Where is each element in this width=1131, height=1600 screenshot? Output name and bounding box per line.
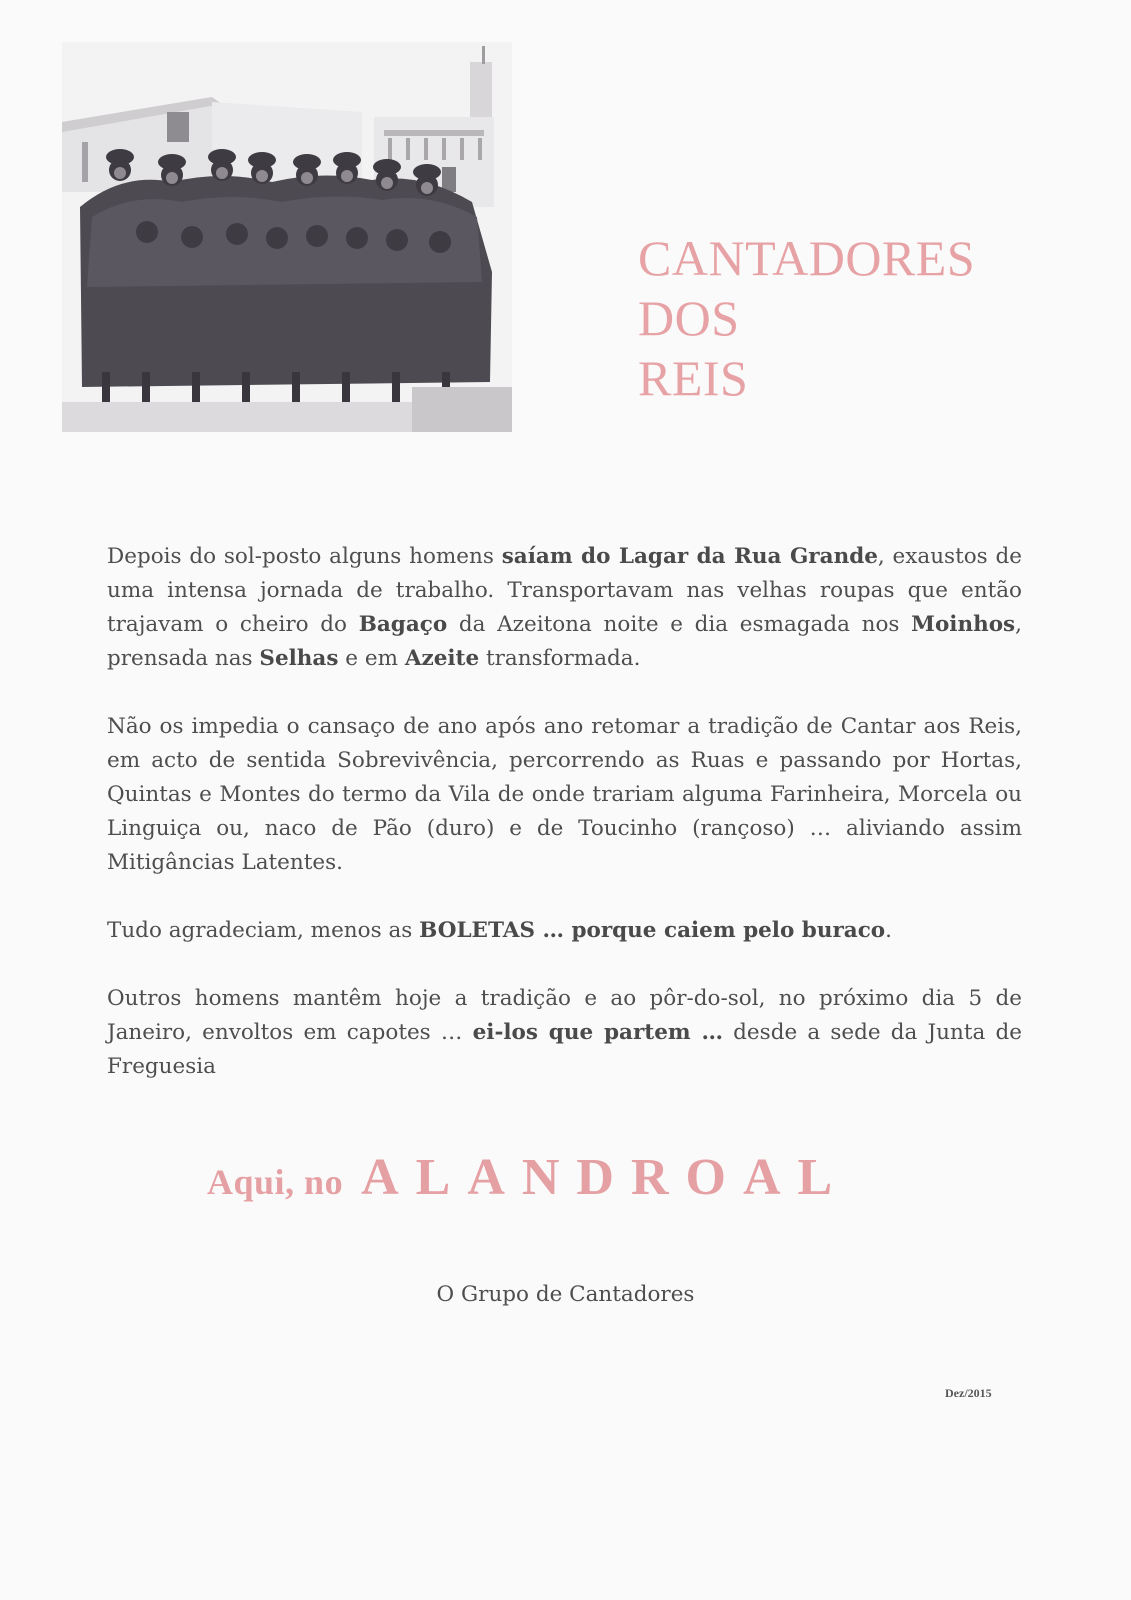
title-line-2: DOS bbox=[638, 290, 740, 346]
paragraph bbox=[107, 914, 1022, 948]
bold-phrase: saíam do Lagar da Rua Grande bbox=[501, 544, 878, 569]
text-run: , prensada nas bbox=[107, 612, 1022, 671]
place-name: ALANDROAL bbox=[361, 1149, 850, 1206]
paragraph bbox=[107, 710, 1022, 880]
date-label: Dez/2015 bbox=[945, 1386, 992, 1400]
text-run: Outros homens mantêm hoje a tradição e ao pôr-do-sol, no próximo dia 5 de Janeiro, envoltos em capotes … bbox=[107, 986, 1022, 1045]
bold-phrase: Moinhos bbox=[911, 612, 1016, 637]
title-line-1: CANTADORES bbox=[638, 230, 976, 286]
bold-phrase: ei-los que partem … bbox=[472, 1020, 723, 1045]
bold-phrase: Selhas bbox=[259, 646, 339, 671]
text-run: Não os impedia o cansaço de ano após ano retomar a tradição de Cantar aos Reis, em acto de sentida Sobrevivência, percorrendo as Ruas e passando por Hortas, Quintas e Montes do termo da Vila de onde trariam alguma Farinheira, Morcela ou Linguiça ou, naco de Pão (duro) e de Toucinho (rançoso) … aliviando assim Mitigâncias Latentes. bbox=[107, 714, 1022, 875]
bold-phrase: Azeite bbox=[404, 646, 480, 671]
text-run: Tudo agradeciam, menos as bbox=[107, 918, 420, 943]
text-run: desde a sede da Junta de Freguesia bbox=[107, 1020, 1022, 1079]
text-run: transformada. bbox=[479, 646, 641, 671]
paragraph bbox=[107, 982, 1022, 1084]
place-prefix: Aqui, no bbox=[207, 1162, 344, 1202]
text-run: e em bbox=[338, 646, 405, 671]
title-line-3: REIS bbox=[638, 350, 749, 406]
text-run: Depois do sol-posto alguns homens bbox=[107, 544, 502, 569]
text-run: , exaustos de uma intensa jornada de trabalho. Transportavam nas velhas roupas que então trajavam o cheiro do bbox=[107, 544, 1022, 637]
group-photo-image bbox=[62, 42, 512, 432]
bold-phrase: Bagaço bbox=[358, 612, 448, 637]
text-run: . bbox=[885, 918, 892, 943]
page-title bbox=[638, 228, 975, 408]
paragraph bbox=[107, 540, 1022, 676]
place-line bbox=[207, 1148, 849, 1207]
body-text bbox=[107, 540, 1022, 1118]
text-run: da Azeitona noite e dia esmagada nos bbox=[447, 612, 912, 637]
group-photo bbox=[62, 42, 512, 432]
signature: O Grupo de Cantadores bbox=[436, 1282, 695, 1307]
bold-phrase: BOLETAS … porque caiem pelo buraco bbox=[419, 918, 886, 943]
